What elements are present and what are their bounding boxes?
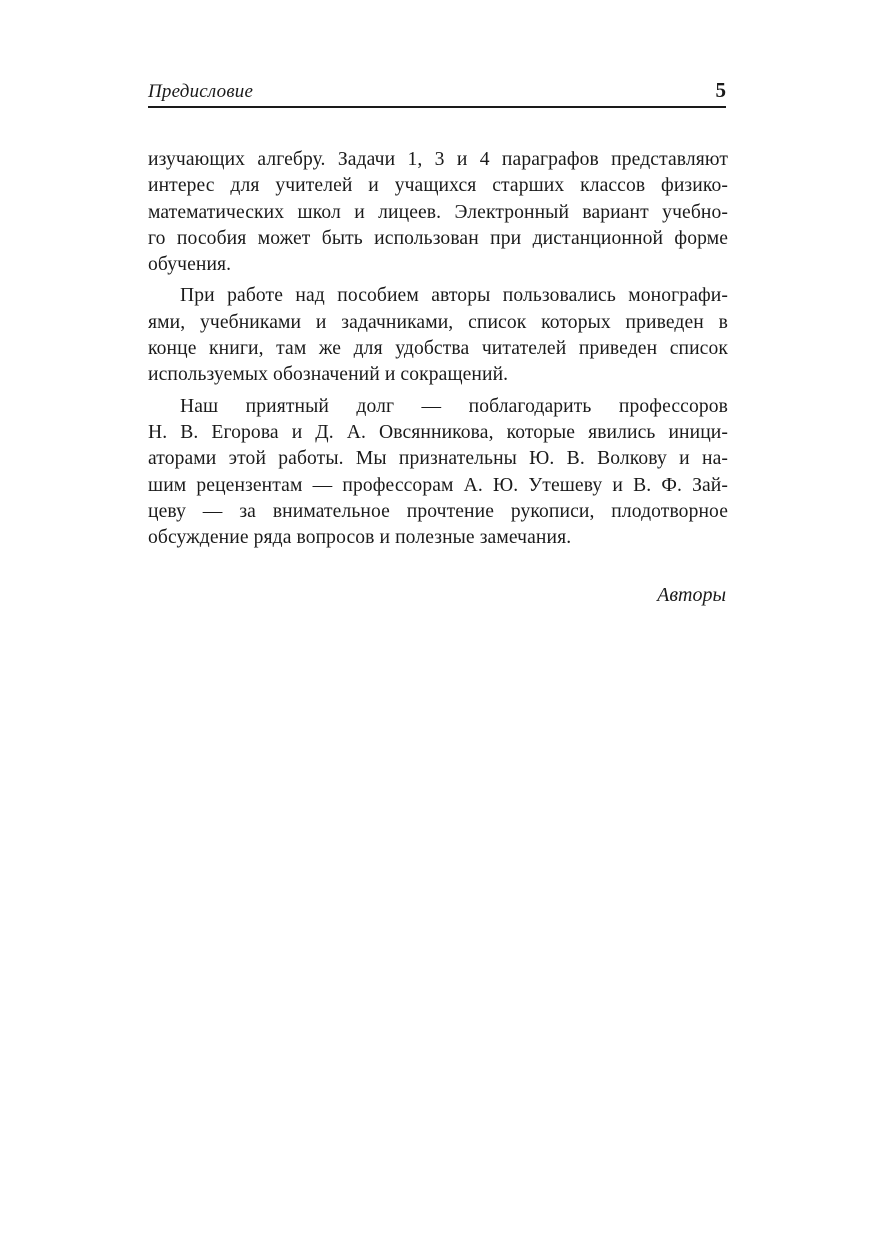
text-line: цеву — за внимательное прочтение рукописи, плодотворное: [148, 500, 728, 522]
text-line: го пособия может быть использован при дистанционной форме: [148, 227, 728, 249]
text-line: шим рецензентам — профессорам А. Ю. Утешеву и В. Ф. Зай-: [148, 474, 728, 496]
text-line: обучения.: [148, 254, 232, 276]
text-line: конце книги, там же для удобства читателей приведен список: [148, 338, 728, 360]
text-line: обсуждение ряда вопросов и полезные замечания.: [148, 527, 572, 549]
text-line: интерес для учителей и учащихся старших классов физико-: [148, 175, 728, 197]
text-line: При работе над пособием авторы пользовались монографи-: [180, 285, 728, 307]
paragraph-2: [148, 283, 728, 388]
running-header: [148, 78, 726, 108]
text-line: изучающих алгебру. Задачи 1, 3 и 4 параграфов представляют: [148, 149, 728, 170]
running-title: Предисловие: [148, 81, 254, 102]
body-text: [148, 147, 728, 556]
text-line: используемых обозначений и сокращений.: [148, 364, 509, 386]
text-line: аторами этой работы. Мы признательны Ю. В. Волкову и на-: [148, 448, 728, 470]
paragraph-1: [148, 147, 728, 278]
signature: Авторы: [657, 584, 726, 606]
text-line: Наш приятный долг — поблагодарить профессоров: [180, 395, 728, 417]
text-line: ями, учебниками и задачниками, список которых приведен в: [148, 311, 728, 333]
page-number: 5: [715, 78, 726, 102]
paragraph-3: [148, 394, 728, 552]
text-line: математических школ и лицеев. Электронный вариант учебно-: [148, 201, 728, 223]
text-line: Н. В. Егорова и Д. А. Овсянникова, которые явились иници-: [148, 421, 728, 443]
